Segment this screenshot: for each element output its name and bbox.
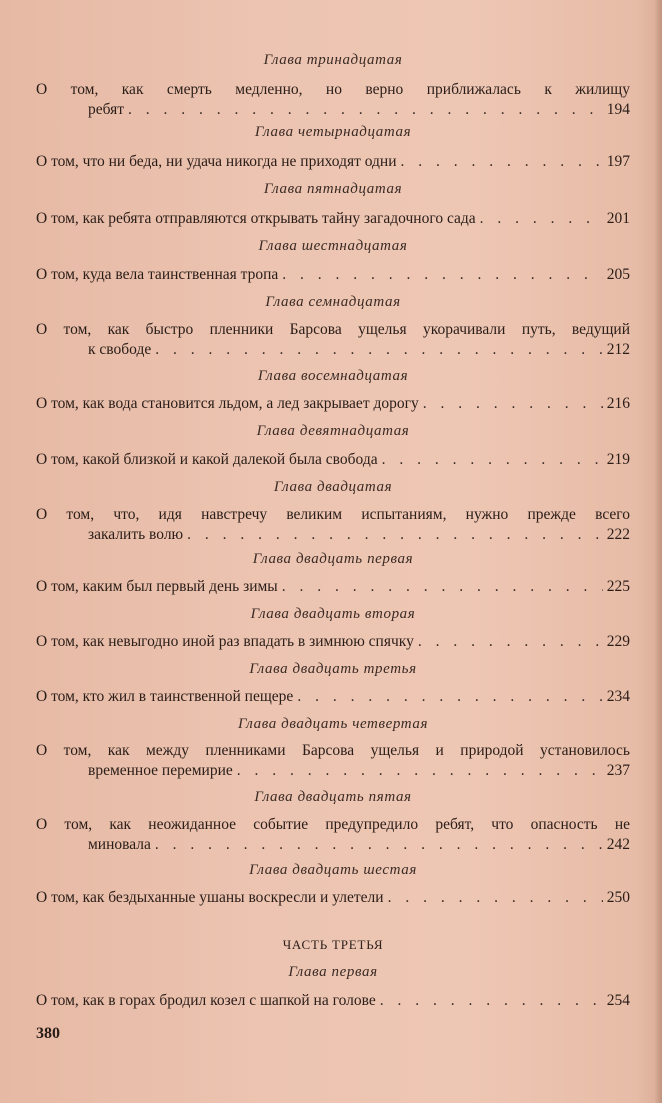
chapter-heading: Глава двадцать первая xyxy=(252,551,414,567)
page-ref: 197 xyxy=(606,153,630,170)
entry-title-line: О том, каким был первый день зимы xyxy=(36,578,278,595)
chapter-heading: Глава двадцать пятая xyxy=(254,789,412,805)
page-ref: 254 xyxy=(606,992,630,1009)
entry-title-line: О том, что, идя навстречу великим испытаниям, нужно прежде всего xyxy=(36,506,630,523)
toc-entry xyxy=(36,152,630,172)
chapter-heading: Глава девятнадцатая xyxy=(256,423,410,439)
dot-leader xyxy=(401,152,603,172)
page-ref: 205 xyxy=(606,266,630,283)
chapter-heading: Глава семнадцатая xyxy=(265,294,401,310)
entry-title-line: О том, как между пленниками Барсова ущелья и природой установилось xyxy=(36,742,630,759)
entry-title-line: ребят xyxy=(88,101,125,118)
chapter-heading: Глава пятнадцатая xyxy=(263,181,403,197)
entry-title-line: О том, как смерть медленно, но верно приближалась к жилищу xyxy=(36,81,630,98)
entry-title-line: О том, как в горах бродил козел с шапкой на голове xyxy=(36,992,376,1009)
dot-leader xyxy=(128,100,603,120)
entry-title-line: О том, какой близкой и какой далекой была свобода xyxy=(36,451,378,468)
dot-leader xyxy=(297,687,602,707)
page-ref: 194 xyxy=(606,101,630,118)
page-number: 380 xyxy=(36,1025,60,1042)
page-ref: 212 xyxy=(606,341,630,358)
toc-entry xyxy=(36,888,630,908)
chapter-heading: Глава тринадцатая xyxy=(263,52,403,68)
entry-title-line: О том, кто жил в таинственной пещере xyxy=(36,688,294,705)
page-ref: 222 xyxy=(606,526,630,543)
chapter-heading: Глава восемнадцатая xyxy=(257,368,409,384)
page-ref: 201 xyxy=(606,210,630,227)
entry-title-line: О том, что ни беда, ни удача никогда не приходят одни xyxy=(36,153,397,170)
dot-leader xyxy=(282,265,602,285)
toc-entry xyxy=(36,687,630,707)
toc-entry xyxy=(36,394,630,414)
chapter-heading: Глава двадцать шестая xyxy=(249,862,417,878)
page-ref: 219 xyxy=(606,451,630,468)
dot-leader xyxy=(380,991,603,1011)
chapter-heading: Глава двадцать вторая xyxy=(250,606,416,622)
page-ref: 225 xyxy=(606,578,630,595)
entry-title-line: О том, как неожиданное событие предупредило ребят, что опасность не xyxy=(36,816,630,833)
chapter-heading: Глава двадцатая xyxy=(273,479,393,495)
entry-title-line: временное перемирие xyxy=(88,762,233,779)
entry-title-line: закалить волю xyxy=(88,526,184,543)
dot-leader xyxy=(423,394,603,414)
toc-entry xyxy=(36,815,630,855)
dot-leader xyxy=(388,888,603,908)
toc-entry xyxy=(36,505,630,545)
toc-entry xyxy=(36,577,630,597)
toc-entry xyxy=(36,320,630,360)
dot-leader xyxy=(155,340,603,360)
part-heading: ЧАСТЬ ТРЕТЬЯ xyxy=(282,937,384,952)
entry-title-line: О том, как невыгодно иной раз впадать в зимнюю спячку xyxy=(36,633,414,650)
toc-entry xyxy=(36,209,630,229)
entry-title-line: О том, как быстро пленники Барсова ущелья укорачивали путь, ведущий xyxy=(36,321,630,338)
chapter-heading: Глава двадцать третья xyxy=(249,661,417,677)
entry-title-line: миновала xyxy=(88,836,151,853)
dot-leader xyxy=(155,835,603,855)
dot-leader xyxy=(480,209,603,229)
page-ref: 234 xyxy=(606,688,630,705)
toc-entry xyxy=(36,741,630,781)
entry-title-line: О том, как бездыханные ушаны воскресли и улетели xyxy=(36,889,384,906)
toc-entry xyxy=(36,450,630,470)
dot-leader xyxy=(187,525,603,545)
dot-leader xyxy=(382,450,603,470)
toc-entry xyxy=(36,991,630,1011)
entry-title-line: О том, как вода становится льдом, а лед закрывает дорогу xyxy=(36,395,419,412)
entry-title-line: О том, куда вела таинственная тропа xyxy=(36,266,279,283)
chapter-heading: Глава четырнадцатая xyxy=(254,124,412,140)
page-edge-shadow xyxy=(654,0,662,1103)
page-ref: 237 xyxy=(606,762,630,779)
chapter-heading: Глава шестнадцатая xyxy=(258,238,408,254)
dot-leader xyxy=(418,632,603,652)
toc-entry xyxy=(36,632,630,652)
toc-entry xyxy=(36,265,630,285)
dot-leader xyxy=(282,577,603,597)
dot-leader xyxy=(237,761,603,781)
entry-title-line: О том, как ребята отправляются открывать тайну загадочного сада xyxy=(36,210,476,227)
page-ref: 216 xyxy=(606,395,630,412)
page-ref: 250 xyxy=(606,889,630,906)
chapter-heading: Глава двадцать четвертая xyxy=(237,716,429,732)
entry-title-line: к свободе xyxy=(88,341,152,358)
chapter-heading: Глава первая xyxy=(288,964,378,980)
toc-entry xyxy=(36,80,630,120)
page-ref: 229 xyxy=(606,633,630,650)
page-ref: 242 xyxy=(606,836,630,853)
